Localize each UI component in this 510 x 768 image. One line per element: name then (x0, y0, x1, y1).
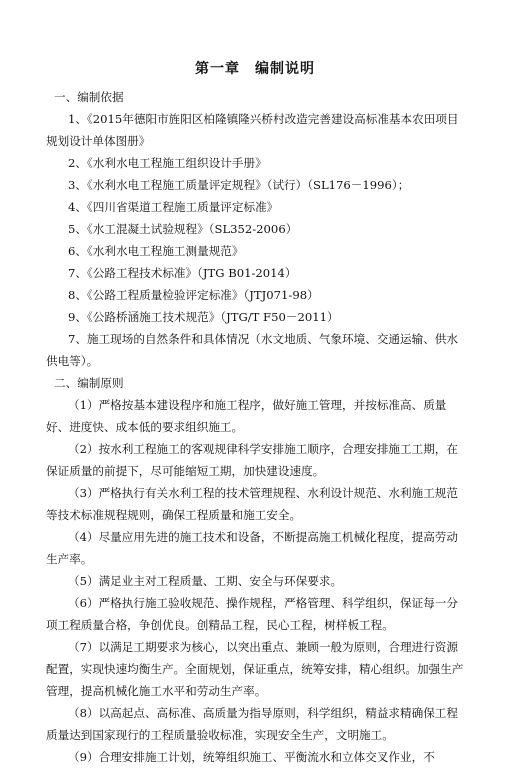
basis-item-1: 1、《2015年德阳市旌阳区柏隆镇隆兴桥村改造完善建设高标准基本农田项目规划设计单体图册》 (46, 112, 459, 148)
principle-item-8: （8）以高起点、高标准、高质量为指导原则，科学组织，精益求精确保工程质量达到国家现行的工程质量验收标准，实现安全生产，文明施工。 (46, 706, 458, 742)
principle-item-7: （7）以满足工期要求为核心，以突出重点、兼顾一般为原则，合理进行资源配置，实现快速均衡生产。全面规划，保证重点，统筹安排，精心组织。加强生产管理，提高机械化施工水平和劳动生产率。 (46, 640, 464, 698)
principle-item-1: （1）严格按基本建设程序和施工程序，做好施工管理，并按标准高、质量好、进度快、成本低的要求组织施工。 (46, 398, 447, 434)
basis-item-2: 2、《水利水电工程施工组织设计手册》 (68, 156, 267, 170)
principle-item-2: （2）按水利工程施工的客观规律科学安排施工顺序，合理安排施工工期，在保证质量的前提下，尽可能缩短工期，加快建设速度。 (46, 442, 458, 478)
basis-item-7: 7、《公路工程技术标准》（JTG B01-2014） (68, 266, 297, 280)
basis-item-8: 8、《公路工程质量检验评定标准》（JTJ071-98） (68, 288, 319, 302)
basis-item-5: 5、《水工混凝土试验规程》（SL352-2006） (68, 222, 298, 236)
basis-item-site-conditions: 7、施工现场的自然条件和具体情况（水文地质、气象环境、交通运输、供水供电等）。 (46, 332, 458, 368)
principle-item-3: （3）严格执行有关水利工程的技术管理规程、水利设计规范、水利施工规范等技术标准规程规则，确保工程质量和施工安全。 (46, 486, 458, 522)
section-heading-principles: 二、编制原则 (54, 376, 124, 390)
chapter-title: 第一章 编制说明 (195, 61, 315, 77)
principle-item-6: （6）严格执行施工验收规范、操作规程，严格管理、科学组织，保证每一分项工程质量合格，争创优良。创精品工程，民心工程，树样板工程。 (46, 596, 458, 632)
principle-item-4: （4）尽量应用先进的施工技术和设备，不断提高施工机械化程度，提高劳动生产率。 (46, 530, 458, 566)
principle-item-9: （9）合理安排施工计划，统筹组织施工、平衡流水和立体交叉作业，不 (68, 750, 435, 764)
basis-item-3: 3、《水利水电工程施工质量评定规程》（试行）（SL176－1996）； (68, 178, 410, 192)
section-heading-basis: 一、编制依据 (54, 90, 124, 104)
basis-item-9: 9、《公路桥涵施工技术规范》（JTG/T F50－2011） (68, 310, 339, 324)
basis-item-4: 4、《四川省渠道工程施工质量评定标准》 (68, 200, 279, 214)
basis-item-6: 6、《水利水电工程施工测量规范》 (68, 244, 244, 258)
principle-item-5: （5）满足业主对工程质量、工期、安全与环保要求。 (68, 574, 343, 588)
